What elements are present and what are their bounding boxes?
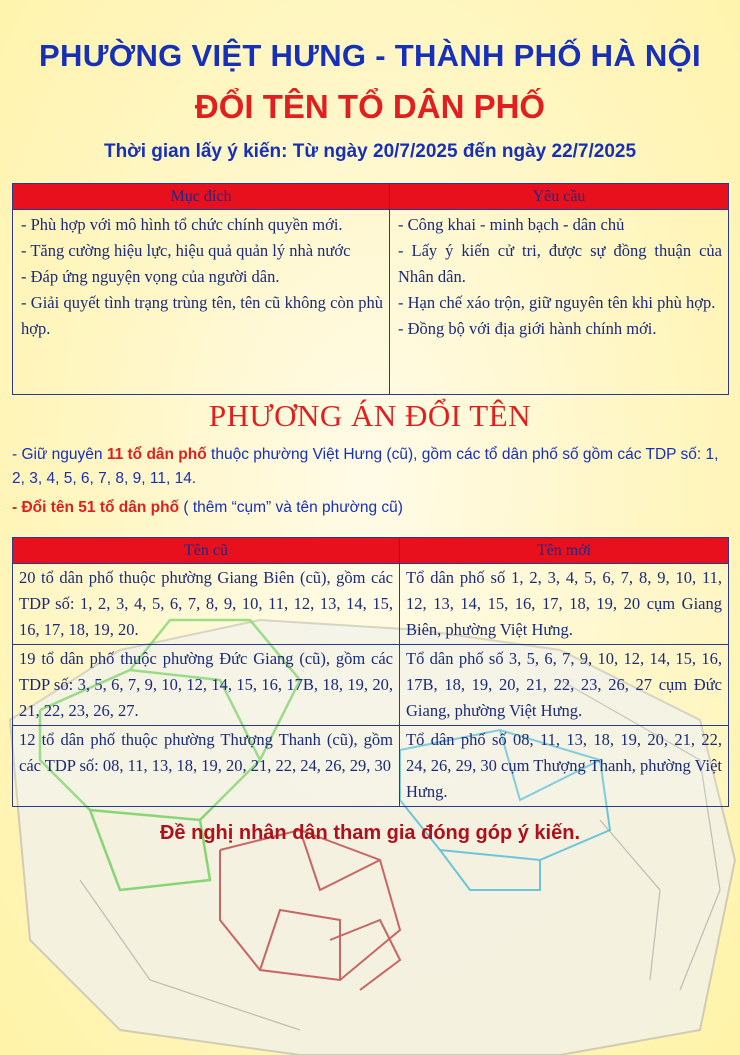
purpose-requirement-table [12, 183, 729, 395]
keep-suffix: thuộc phường Việt Hưng (cũ), gồm các tổ dân phố số gồm các TDP số: 1, 2, 3, 4, 5, 6, 7, 8, 9, 11, 14. [12, 446, 719, 487]
new-name-cell: Tổ dân phố số 08, 11, 13, 18, 19, 20, 21, 22, 24, 26, 29, 30 cụm Thượng Thanh, phường Việt Hưng. [400, 726, 729, 807]
appeal-text: Đề nghị nhân dân tham gia đóng góp ý kiến. [159, 822, 580, 844]
purpose-item: - Phù hợp với mô hình tổ chức chính quyền mới. [21, 215, 343, 234]
page-title: PHƯỜNG VIỆT HƯNG - THÀNH PHỐ HÀ NỘI [39, 38, 701, 73]
purpose-item: - Giải quyết tình trạng trùng tên, tên cũ không còn phù hợp. [21, 293, 383, 338]
purpose-item: - Tăng cường hiệu lực, hiệu quả quản lý nhà nước [21, 241, 351, 260]
table-row [13, 645, 729, 726]
keep-count: 11 tổ dân phố [106, 446, 207, 463]
requirement-item: - Lấy ý kiến cử tri, được sự đồng thuận của Nhân dân. [398, 241, 722, 286]
plan-title: PHƯƠNG ÁN ĐỔI TÊN [208, 398, 532, 433]
table-row [13, 726, 729, 807]
new-name-header: Tên mới [400, 538, 729, 564]
old-name-cell: 19 tổ dân phố thuộc phường Đức Giang (cũ), gồm các TDP số: 3, 5, 6, 7, 9, 10, 12, 14, 15, 16, 17B, 18, 19, 20, 21, 22, 23, 26, 27. [13, 645, 400, 726]
rename-suffix: ( thêm “cụm” và tên phường cũ) [179, 499, 403, 516]
new-name-cell: Tổ dân phố số 3, 5, 6, 7, 9, 10, 12, 14, 15, 16, 17B, 18, 19, 20, 21, 22, 23, 26, 27 cụm Đức Giang, phường Việt Hưng. [400, 645, 729, 726]
page-subtitle: ĐỔI TÊN TỔ DÂN PHỐ [194, 88, 546, 125]
requirement-header: Yêu cầu [390, 184, 729, 210]
keep-prefix: - Giữ nguyên [12, 446, 107, 463]
old-name-header: Tên cũ [13, 538, 400, 564]
keep-note [12, 443, 728, 491]
purpose-item: - Đáp ứng nguyện vọng của người dân. [21, 267, 280, 286]
rename-table [12, 537, 729, 807]
purpose-header: Mục đích [13, 184, 390, 210]
requirement-cell [390, 210, 729, 395]
requirement-item: - Công khai - minh bạch - dân chủ [398, 215, 625, 234]
old-name-cell: 20 tổ dân phố thuộc phường Giang Biên (cũ), gồm các TDP số: 1, 2, 3, 4, 5, 6, 7, 8, 9, 10, 11, 12, 13, 14, 15, 16, 17, 18, 19, 20. [13, 564, 400, 645]
rename-note [12, 496, 728, 520]
requirement-item: - Đồng bộ với địa giới hành chính mới. [398, 319, 657, 338]
requirement-item: - Hạn chế xáo trộn, giữ nguyên tên khi phù hợp. [398, 293, 716, 312]
rename-count: - Đổi tên 51 tổ dân phố [12, 499, 180, 516]
table-row [13, 564, 729, 645]
purpose-cell [13, 210, 390, 395]
consultation-period: Thời gian lấy ý kiến: Từ ngày 20/7/2025 đến ngày 22/7/2025 [103, 141, 637, 162]
old-name-cell: 12 tổ dân phố thuộc phường Thượng Thanh (cũ), gồm các TDP số: 08, 11, 13, 18, 19, 20, 21, 22, 24, 26, 29, 30 [13, 726, 400, 807]
new-name-cell: Tổ dân phố số 1, 2, 3, 4, 5, 6, 7, 8, 9, 10, 11, 12, 13, 14, 15, 16, 17, 18, 19, 20 cụm Giang Biên, phường Việt Hưng. [400, 564, 729, 645]
